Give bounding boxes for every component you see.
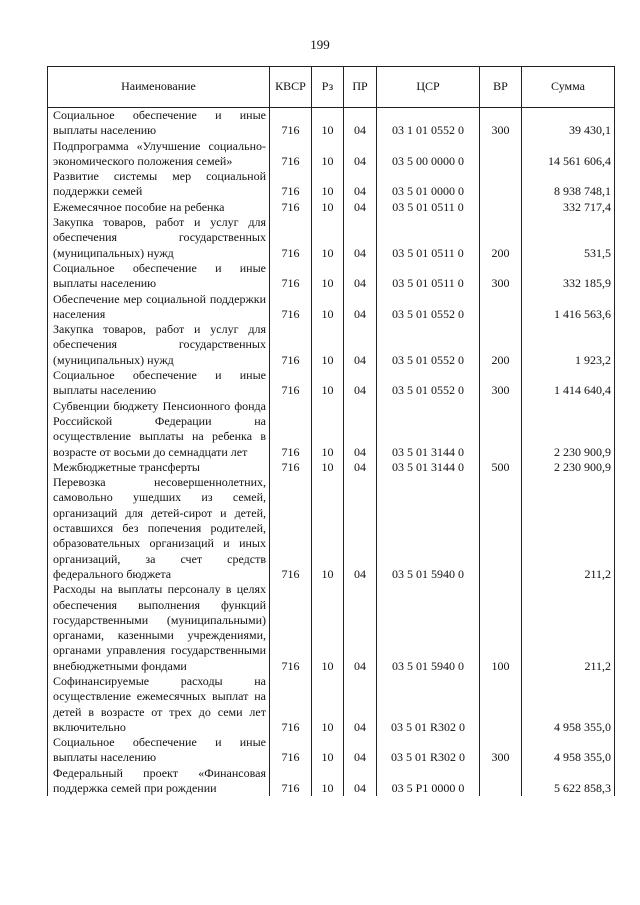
row-kvsr: 716 (270, 322, 312, 368)
row-vr (480, 475, 522, 582)
row-name: Социальное обеспечение и иные выплаты населению (48, 261, 270, 292)
row-name: Развитие системы мер социальной поддержки семей (48, 169, 270, 200)
row-pr: 04 (344, 735, 377, 766)
row-csr: 03 5 01 5940 0 (377, 475, 480, 582)
row-vr (480, 139, 522, 170)
row-vr: 200 (480, 215, 522, 261)
row-kvsr: 716 (270, 108, 312, 139)
table-row (48, 169, 615, 200)
row-sum: 39 430,1 (522, 108, 615, 139)
row-name: Софинансируемые расходы на осуществление ежемесячных выплат на детей в возрасте от трех до семи лет включительно (48, 674, 270, 735)
row-csr: 03 5 P1 0000 0 (377, 766, 480, 797)
row-pr: 04 (344, 215, 377, 261)
row-csr: 03 5 01 R302 0 (377, 674, 480, 735)
table-row (48, 108, 615, 139)
row-kvsr: 716 (270, 200, 312, 215)
row-kvsr: 716 (270, 215, 312, 261)
row-name: Субвенции бюджету Пенсионного фонда Российской Федерации на осуществление выплаты на ребенка в возрасте от восьми до семнадцати лет (48, 399, 270, 460)
row-sum: 5 622 858,3 (522, 766, 615, 797)
row-vr: 500 (480, 460, 522, 475)
row-pr: 04 (344, 200, 377, 215)
header-kvsr: КВСР (270, 67, 312, 108)
row-rz: 10 (312, 261, 344, 292)
row-sum: 2 230 900,9 (522, 460, 615, 475)
budget-table (47, 66, 615, 796)
table-row (48, 475, 615, 582)
row-name: Закупка товаров, работ и услуг для обеспечения государственных (муниципальных) нужд (48, 215, 270, 261)
row-csr: 03 5 01 R302 0 (377, 735, 480, 766)
row-sum: 531,5 (522, 215, 615, 261)
row-csr: 03 5 01 3144 0 (377, 460, 480, 475)
row-rz: 10 (312, 674, 344, 735)
row-rz: 10 (312, 169, 344, 200)
page-number: 199 (310, 37, 330, 52)
row-csr: 03 5 01 3144 0 (377, 399, 480, 460)
row-sum: 332 185,9 (522, 261, 615, 292)
row-pr: 04 (344, 766, 377, 797)
table-row (48, 215, 615, 261)
header-rz: Рз (312, 67, 344, 108)
table-row (48, 139, 615, 170)
row-rz: 10 (312, 582, 344, 674)
row-vr: 300 (480, 261, 522, 292)
row-pr: 04 (344, 674, 377, 735)
row-sum: 4 958 355,0 (522, 735, 615, 766)
row-name: Расходы на выплаты персоналу в целях обеспечения выполнения функций государственными (муниципальными) органами, казенными учреждениями, органами управления государственными внебюджетными фондами (48, 582, 270, 674)
row-pr: 04 (344, 169, 377, 200)
row-vr (480, 200, 522, 215)
row-pr: 04 (344, 399, 377, 460)
row-sum: 211,2 (522, 582, 615, 674)
row-name: Подпрограмма «Улучшение социально-экономического положения семей» (48, 139, 270, 170)
row-sum: 14 561 606,4 (522, 139, 615, 170)
table-row (48, 261, 615, 292)
row-csr: 03 5 01 0552 0 (377, 292, 480, 323)
header-name: Наименование (48, 67, 270, 108)
row-csr: 03 5 01 0511 0 (377, 200, 480, 215)
row-rz: 10 (312, 399, 344, 460)
row-vr (480, 292, 522, 323)
table-body (48, 108, 615, 797)
table-row (48, 368, 615, 399)
row-csr: 03 1 01 0552 0 (377, 108, 480, 139)
table-row (48, 766, 615, 797)
row-sum: 1 416 563,6 (522, 292, 615, 323)
row-kvsr: 716 (270, 139, 312, 170)
row-rz: 10 (312, 735, 344, 766)
header-csr: ЦСР (377, 67, 480, 108)
row-csr: 03 5 01 5940 0 (377, 582, 480, 674)
row-vr: 200 (480, 322, 522, 368)
row-rz: 10 (312, 200, 344, 215)
row-kvsr: 716 (270, 261, 312, 292)
row-pr: 04 (344, 261, 377, 292)
row-name: Федеральный проект «Финансовая поддержка семей при рождении (48, 766, 270, 797)
table-row (48, 674, 615, 735)
table-row (48, 200, 615, 215)
row-vr: 300 (480, 735, 522, 766)
row-kvsr: 716 (270, 460, 312, 475)
row-sum: 2 230 900,9 (522, 399, 615, 460)
row-pr: 04 (344, 108, 377, 139)
row-pr: 04 (344, 460, 377, 475)
row-vr: 100 (480, 582, 522, 674)
row-rz: 10 (312, 460, 344, 475)
row-rz: 10 (312, 139, 344, 170)
header-pr: ПР (344, 67, 377, 108)
row-vr (480, 169, 522, 200)
row-sum: 211,2 (522, 475, 615, 582)
row-csr: 03 5 01 0511 0 (377, 261, 480, 292)
row-kvsr: 716 (270, 475, 312, 582)
row-pr: 04 (344, 139, 377, 170)
row-pr: 04 (344, 368, 377, 399)
row-vr (480, 674, 522, 735)
table-row (48, 582, 615, 674)
table-row (48, 292, 615, 323)
row-kvsr: 716 (270, 292, 312, 323)
row-csr: 03 5 01 0552 0 (377, 368, 480, 399)
row-vr: 300 (480, 368, 522, 399)
table-row (48, 399, 615, 460)
row-kvsr: 716 (270, 674, 312, 735)
row-sum: 332 717,4 (522, 200, 615, 215)
row-rz: 10 (312, 766, 344, 797)
row-rz: 10 (312, 475, 344, 582)
row-name: Закупка товаров, работ и услуг для обеспечения государственных (муниципальных) нужд (48, 322, 270, 368)
row-name: Социальное обеспечение и иные выплаты населению (48, 108, 270, 139)
row-vr (480, 766, 522, 797)
row-csr: 03 5 00 0000 0 (377, 139, 480, 170)
row-kvsr: 716 (270, 368, 312, 399)
row-pr: 04 (344, 292, 377, 323)
row-rz: 10 (312, 108, 344, 139)
row-vr (480, 399, 522, 460)
row-name: Социальное обеспечение и иные выплаты населению (48, 735, 270, 766)
row-kvsr: 716 (270, 169, 312, 200)
row-name: Обеспечение мер социальной поддержки населения (48, 292, 270, 323)
header-row (48, 67, 615, 108)
row-sum: 4 958 355,0 (522, 674, 615, 735)
row-kvsr: 716 (270, 582, 312, 674)
row-name: Ежемесячное пособие на ребенка (48, 200, 270, 215)
header-sum: Сумма (522, 67, 615, 108)
row-pr: 04 (344, 322, 377, 368)
row-name: Межбюджетные трансферты (48, 460, 270, 475)
row-kvsr: 716 (270, 399, 312, 460)
row-rz: 10 (312, 215, 344, 261)
row-kvsr: 716 (270, 766, 312, 797)
row-rz: 10 (312, 368, 344, 399)
row-name: Социальное обеспечение и иные выплаты населению (48, 368, 270, 399)
row-pr: 04 (344, 475, 377, 582)
table-row (48, 735, 615, 766)
row-pr: 04 (344, 582, 377, 674)
row-rz: 10 (312, 322, 344, 368)
row-csr: 03 5 01 0552 0 (377, 322, 480, 368)
table-row (48, 460, 615, 475)
row-name: Перевозка несовершеннолетних, самовольно ушедших из семей, организаций для детей-сирот и детей, оставшихся без попечения родителей, образовательных организаций и иных организаций, за счет средств федерального бюджета (48, 475, 270, 582)
row-sum: 1 414 640,4 (522, 368, 615, 399)
table-row (48, 322, 615, 368)
header-vr: ВР (480, 67, 522, 108)
row-vr: 300 (480, 108, 522, 139)
row-sum: 1 923,2 (522, 322, 615, 368)
row-sum: 8 938 748,1 (522, 169, 615, 200)
row-rz: 10 (312, 292, 344, 323)
row-csr: 03 5 01 0000 0 (377, 169, 480, 200)
row-csr: 03 5 01 0511 0 (377, 215, 480, 261)
table-header (48, 67, 615, 108)
row-kvsr: 716 (270, 735, 312, 766)
